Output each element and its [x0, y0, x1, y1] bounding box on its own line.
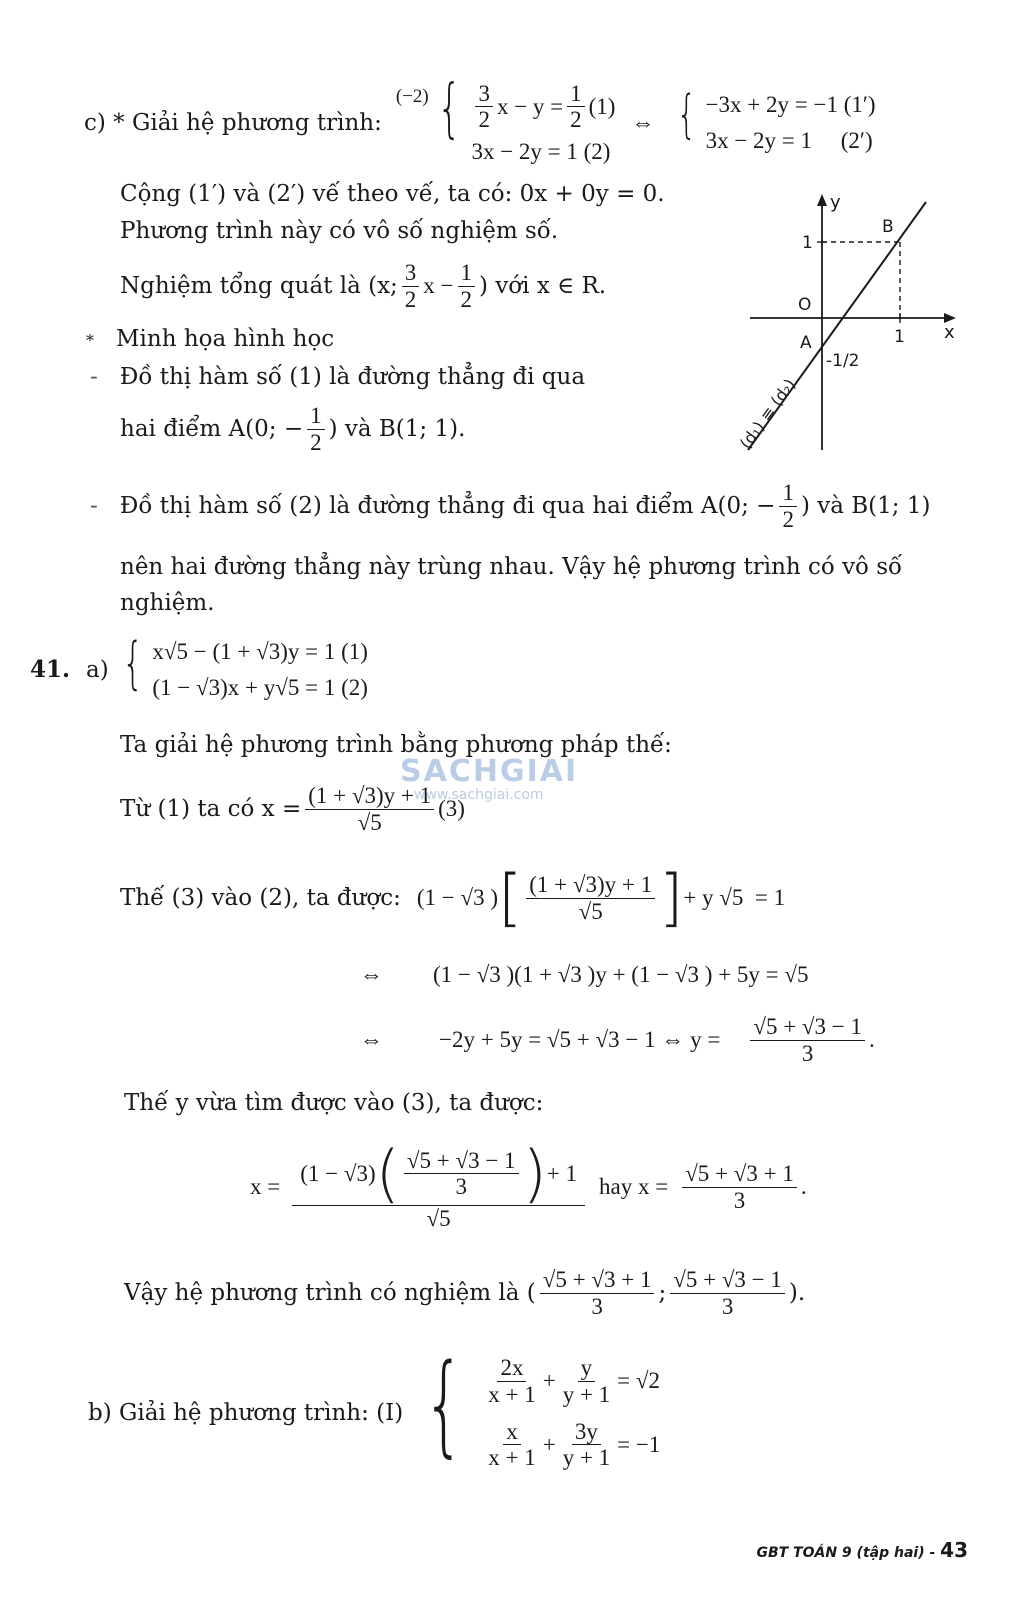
method-line: Ta giải hệ phương trình bằng phương pháp thế: [120, 732, 672, 758]
part-b-eq2: $\frac{x}{x + 1}$ + $\frac{3y}{y + 1}$ = −1 [488, 1419, 661, 1471]
equivalence-symbol: ⇔ [631, 109, 655, 135]
multiplier: (−2) [395, 86, 429, 107]
label-one-x: 1 [894, 327, 905, 347]
ex41-eq2: (1 − √3)x + y√5 = 1 (2) [152, 675, 368, 700]
from-eq1-line: Từ (1) ta có x = $\frac{(1 + √3)y + 1}{√5}$ (3) [120, 783, 465, 835]
exercise-41a-system: 41. a) { x√5 − (1 + √3)y = 1 (1) (1 − √3)x + y√5 = 1 (2) [30, 630, 368, 700]
label-y: y [830, 192, 841, 213]
add-equations-line: Cộng (1′) và (2′) vế theo vế, ta có: 0x + 0y = 0. [120, 181, 665, 207]
label-line-name: (d₁) ≡ (d₂) [735, 375, 800, 453]
system-c-original [429, 71, 616, 165]
page-number: 43 [940, 1538, 968, 1562]
system-c-eq2-prime: 3x − 2y = 1 (2′) [705, 128, 873, 153]
infinite-solutions-line: Phương trình này có vô số nghiệm số. [120, 218, 559, 244]
coordinate-graph [720, 188, 970, 458]
fraction-one-half: $\frac{1}{2}$ [567, 81, 585, 133]
system-c-eq1: $\frac{3}{2}$ x − y = $\frac{1}{2}$ (1) [471, 81, 615, 133]
general-solution-line: Nghiệm tổng quát là (x; $\frac{3}{2}$ x − $\frac{1}{2}$ ) với x ∈ R. [120, 260, 607, 312]
left-brace: { [436, 71, 462, 146]
part-b-eq1: $\frac{2x}{x + 1}$ + $\frac{y}{y + 1}$ = √2 [488, 1355, 661, 1407]
page-footer [756, 1538, 968, 1562]
graph2-line: - Đồ thị hàm số (2) là đường thẳng đi qua hai điểm A(0; − $\frac{1}{2}$ ) và B(1; 1) [90, 480, 931, 532]
ex41-eq1: x√5 − (1 + √3)y = 1 (1) [152, 638, 368, 664]
exercise-number: 41. [30, 655, 71, 683]
conclusion-line-a: nên hai đường thẳng này trùng nhau. Vậy hệ phương trình có vô số [120, 554, 903, 580]
label-one-y: 1 [802, 233, 813, 253]
substitute-y-line: Thế y vừa tìm được vào (3), ta được: [124, 1090, 544, 1116]
system-c-transformed: { −3x + 2y = −1 (1′) 3x − 2y = 1 (2′) [677, 84, 876, 153]
illustration-heading: * Minh họa hình học [86, 326, 335, 352]
graph1-line-b: hai điểm A(0; − $\frac{1}{2}$ ) và B(1; 1). [120, 403, 466, 455]
part-c-label: c) * Giải hệ phương trình: [84, 109, 382, 136]
system-c-eq2: 3x − 2y = 1 (2) [471, 138, 611, 164]
footer-book-title: GBT TOÁN 9 (tập hai) - [756, 1545, 936, 1561]
watermark-logo: SACHGIAI [400, 754, 579, 789]
fraction-three-halves: $\frac{3}{2}$ [475, 81, 493, 133]
x-result-line: x = (1 − √3) ( $\frac{√5 + √3 - 1}{3}$ ) + 1 √5 hay x = $\frac{√5 + √3 + 1}{3}$ . [250, 1136, 807, 1231]
substitute-line: Thế (3) vào (2), ta được: (1 − √3 ) [ $\frac{(1 + √3)y + 1}{√5}$ ] + y √5 = 1 [120, 861, 786, 934]
step1-line: ⇔ (1 − √3 )(1 + √3 )y + (1 − √3 ) + 5y = √5 [360, 962, 809, 987]
solution-line: Vậy hệ phương trình có nghiệm là ( $\frac{√5 + √3 + 1}{3}$ ; $\frac{√5 + √3 - 1}{3}$ ). [124, 1267, 806, 1319]
watermark-url: www.sachgiai.com [414, 787, 544, 803]
graph1-line-a: - Đồ thị hàm số (1) là đường thẳng đi qua [90, 364, 586, 390]
label-x: x [944, 322, 955, 343]
label-point-a: A [800, 333, 812, 353]
part-b-label: b) Giải hệ phương trình: (I) [88, 1399, 404, 1426]
label-origin: O [798, 295, 812, 315]
part-a-label: a) [86, 656, 109, 683]
step2-line: ⇔ −2y + 5y = √5 + √3 − 1 ⇔ y = $\frac{√5 + √3 - 1}{3}$ . [360, 1014, 875, 1066]
y-axis-arrow [817, 194, 827, 206]
system-c-eq1-prime: −3x + 2y = −1 (1′) [705, 91, 876, 117]
label-point-b: B [882, 217, 894, 237]
watermark [400, 754, 578, 803]
part-b-system: b) Giải hệ phương trình: (I) { $\frac{2x}{x + 1}$ + $\frac{y}{y + 1}$ = √2 $\frac{x}{x + 1}$ + $\frac{3y}{y + 1}$ = −1 [88, 1340, 661, 1471]
conclusion-line-b: nghiệm. [120, 590, 215, 616]
part-c-header [84, 71, 876, 168]
label-minus-half: -1/2 [826, 351, 860, 371]
